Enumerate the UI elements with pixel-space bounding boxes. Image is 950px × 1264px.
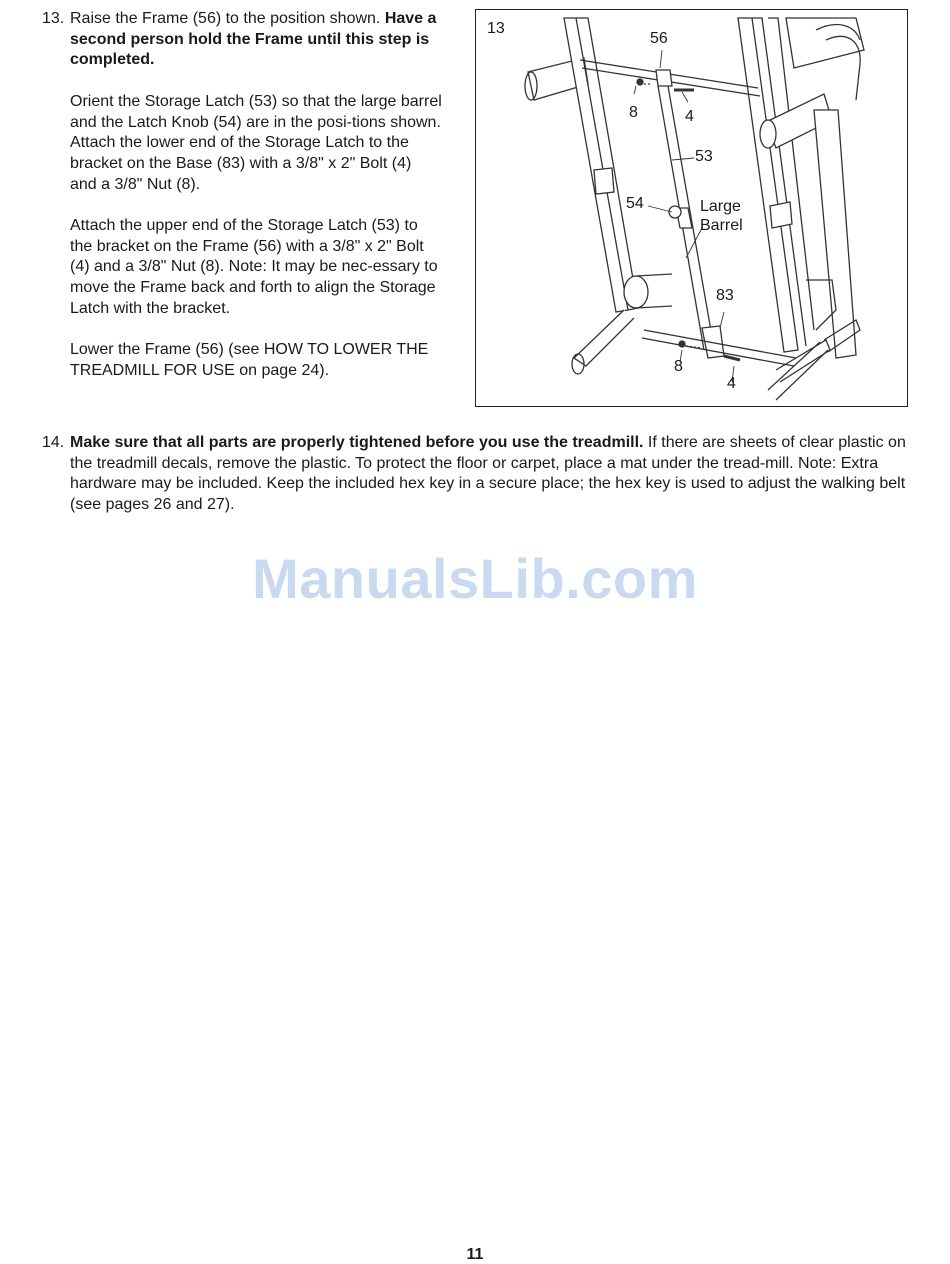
watermark: ManualsLib.com bbox=[252, 547, 698, 610]
step-14-paragraph bbox=[70, 433, 912, 516]
callout-large-barrel-line2: Barrel bbox=[700, 217, 743, 234]
step-13-latch-paragraph: Orient the Storage Latch (53) so that the large barrel and the Latch Knob (54) are in the posi-tions shown. Attach the lower end of the Storage Latch to the bracket on the Base (83) with a 3/8" x 2" Bolt (4) and a 3/8" Nut (8). bbox=[70, 92, 442, 193]
step-13-intro-paragraph bbox=[70, 9, 442, 71]
step-14-body bbox=[70, 433, 912, 516]
callout-bolt-4-bottom: 4 bbox=[727, 375, 736, 392]
treadmill-drawing bbox=[476, 10, 908, 407]
callout-latch-53: 53 bbox=[695, 148, 713, 165]
page-number: 11 bbox=[466, 1246, 484, 1263]
step-13-warning: Have a second person hold the Frame until this step is completed. bbox=[70, 10, 437, 69]
callout-bolt-4-top: 4 bbox=[685, 108, 694, 125]
step-13-lower-paragraph: Lower the Frame (56) (see HOW TO LOWER THE TREADMILL FOR USE on page 24). bbox=[70, 341, 429, 379]
callout-nut-8-bottom: 8 bbox=[674, 358, 683, 375]
callout-large-barrel-line1: Large bbox=[700, 198, 741, 215]
step-13-intro: Raise the Frame (56) to the position shown. bbox=[70, 10, 381, 27]
callout-knob-54: 54 bbox=[626, 195, 644, 212]
callout-nut-8-top: 8 bbox=[629, 104, 638, 121]
callout-frame-56: 56 bbox=[650, 30, 668, 47]
figure-number: 13 bbox=[487, 20, 505, 37]
step-14-rest: If there are sheets of clear plastic on the treadmill decals, remove the plastic. To protect the floor or carpet, place a mat under the tread-mill. Note: Extra hardware may be included. Keep the included hex key in a secure place; the hex key is used to adjust the walking belt (see pages 26 and 27). bbox=[70, 434, 906, 514]
step-13-number: 13. bbox=[42, 10, 65, 27]
step-14-number: 14. bbox=[42, 434, 65, 451]
assembly-figure-13 bbox=[475, 9, 908, 407]
step-14-bold: Make sure that all parts are properly tightened before you use the treadmill. bbox=[70, 434, 644, 451]
step-13-attach-paragraph: Attach the upper end of the Storage Latch (53) to the bracket on the Frame (56) with a 3/8" x 2" Bolt (4) and a 3/8" Nut (8). Note: It may be nec-essary to move the Frame back and forth to align the Storage Latch with the bracket. bbox=[70, 217, 438, 317]
callout-base-83: 83 bbox=[716, 287, 734, 304]
step-13-body bbox=[70, 9, 442, 382]
